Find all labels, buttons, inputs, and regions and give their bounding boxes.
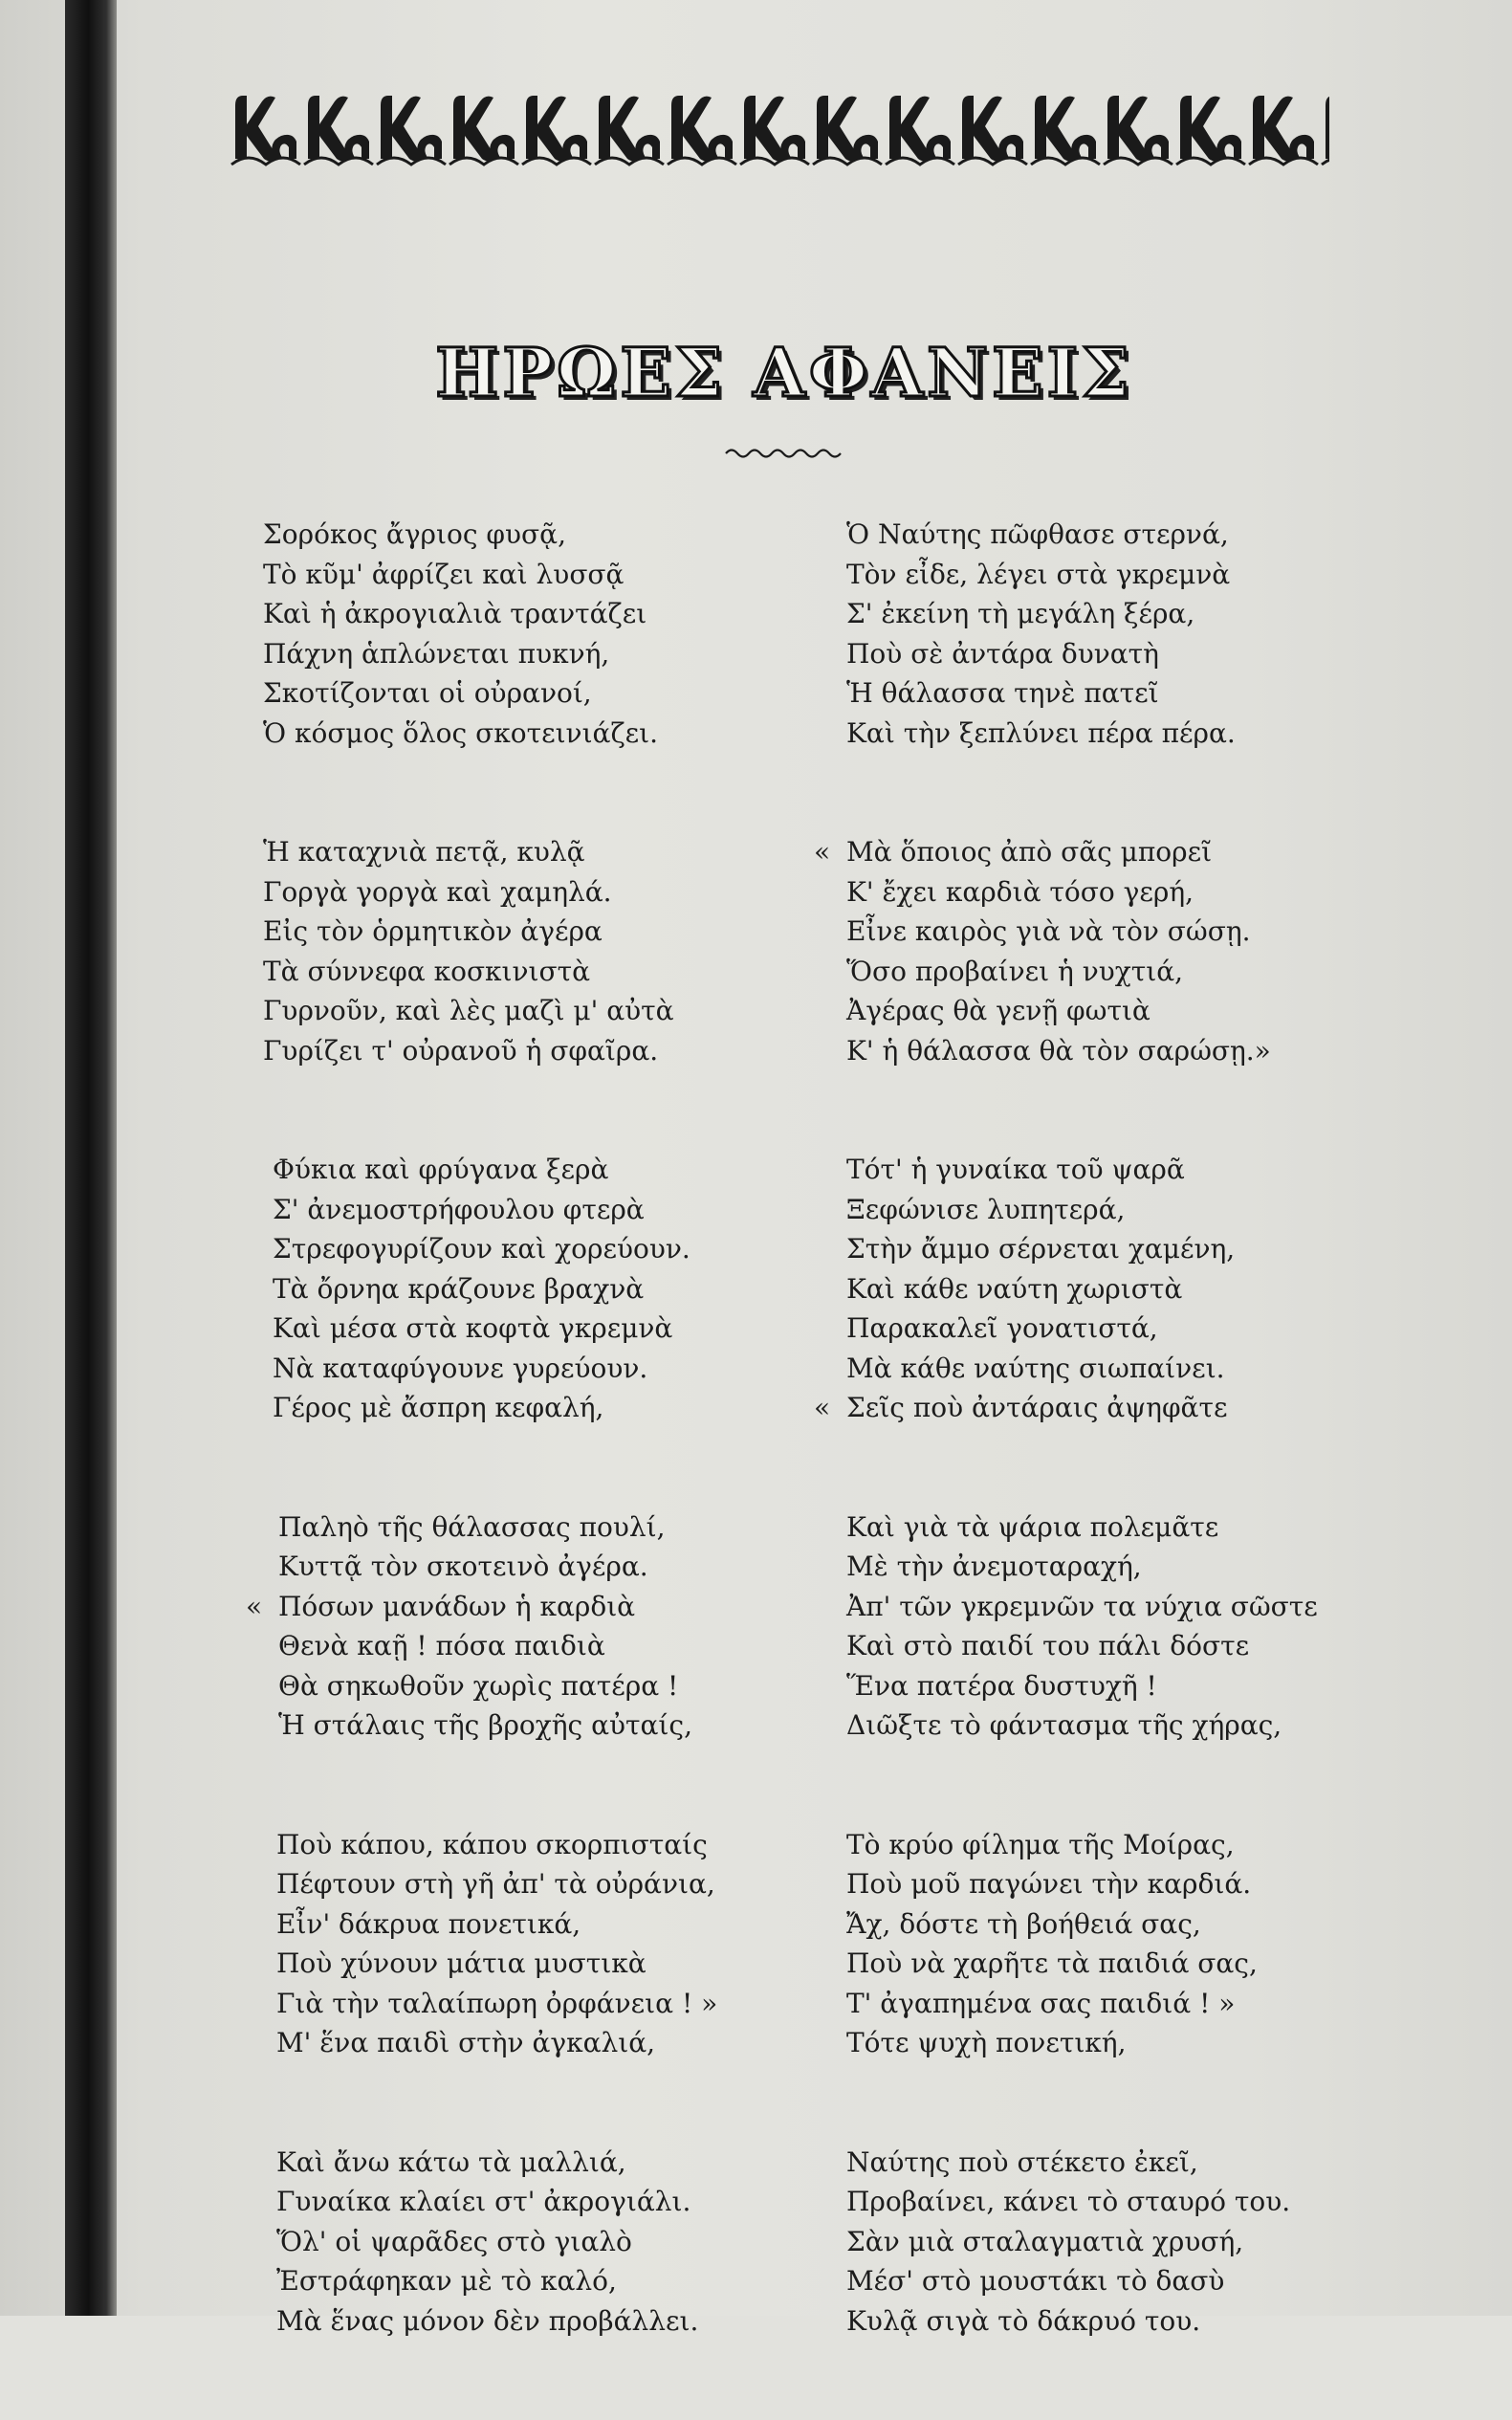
verse-line: Θὰ σηκωθοῦν χωρὶς πατέρα !: [278, 1669, 679, 1702]
verse-line: Τὸ κῦμ' ἀφρίζει καὶ λυσσᾷ: [263, 558, 625, 590]
verse-line: Ἡ στάλαις τῆς βροχῆς αὐταίς,: [278, 1709, 692, 1741]
verse-line: Προβαίνει, κάνει τὸ σταυρό του.: [846, 2186, 1291, 2217]
verse-line: Καὶ στὸ παιδί του πάλι δόστε: [846, 1630, 1250, 1661]
verse-line: Τὸν εἶδε, λέγει στὰ γκρεμνὰ: [846, 558, 1231, 590]
verse-line: Μ' ἕνα παιδὶ στὴν ἀγκαλιά,: [276, 2027, 656, 2058]
poem-title: ΗΡΩΕΣ ΑΦΑΝΕΙΣ: [435, 333, 1133, 412]
verse-line: Τότ' ἡ γυναίκα τοῦ ψαρᾶ: [846, 1154, 1185, 1185]
right-column: [813, 515, 1406, 2420]
verse-line: Εἶν' δάκρυα πονετικά,: [276, 1907, 581, 1940]
stanza: [263, 515, 837, 753]
quote-mark: «: [814, 1392, 831, 1423]
verse-line: Σορόκος ἄγριος φυσᾷ,: [263, 518, 566, 550]
verse-line: [246, 1587, 852, 1627]
quote-mark: «: [246, 1590, 263, 1622]
stanza: [263, 1150, 837, 1428]
verse-line: Στὴν ἄμμο σέρνεται χαμένη,: [846, 1233, 1236, 1265]
verse-line: Μὰ κάθε ναύτης σιωπαίνει.: [846, 1352, 1225, 1384]
verse-line: Παρακαλεῖ γονατιστά,: [846, 1312, 1158, 1344]
verse-text: Σεῖς ποὺ ἀντάραις ἀψηφᾶτε: [846, 1392, 1228, 1423]
stanza: [263, 1825, 837, 2063]
verse-line: Φύκια καὶ φρύγανα ξερὰ: [273, 1154, 609, 1185]
verse-line: Ποὺ κάπου, κάπου σκορπισταίς: [276, 1828, 708, 1860]
verse-line: Στρεφογυρίζουν καὶ χορεύουν.: [273, 1233, 690, 1265]
verse-line: Μὰ ἕνας μόνον δὲν προβάλλει.: [276, 2304, 699, 2337]
verse-line: Ποὺ νὰ χαρῆτε τὰ παιδιά σας,: [846, 1947, 1258, 1979]
verse-line: Καὶ ἡ ἀκρογιαλιὰ τραντάζει: [263, 598, 647, 629]
verse-line: [814, 1388, 1439, 1428]
verse-line: Σ' ἐκείνη τὴ μεγάλη ξέρα,: [846, 598, 1195, 629]
stanza: [813, 2143, 1406, 2342]
stanza: [263, 832, 837, 1070]
verse-line: Κ' ἡ θάλασσα θὰ τὸν σαρώσῃ.»: [846, 1034, 1271, 1067]
stanza: [813, 1825, 1406, 2063]
title-divider: [724, 445, 846, 462]
stanza: [246, 1507, 837, 1746]
verse-line: Τὰ σύννεφα κοσκινιστὰ: [263, 955, 591, 987]
verse-line: Σ' ἀνεμοστρήφουλου φτερὰ: [273, 1193, 645, 1225]
verse-line: Ἡ καταχνιὰ πετᾷ, κυλᾷ: [263, 836, 585, 868]
verse-line: Καὶ ἄνω κάτω τὰ μαλλιά,: [276, 2145, 626, 2178]
stanza: [813, 1507, 1406, 1746]
verse-line: Ὁ κόσμος ὅλος σκοτεινιάζει.: [263, 716, 659, 749]
header-ornament: [230, 84, 1329, 170]
verse-line: Εἰς τὸν ὁρμητικὸν ἀγέρα: [263, 915, 603, 947]
verse-line: Ἡ θάλασσα τηνὲ πατεῖ: [846, 677, 1159, 709]
verse-line: Ποὺ σὲ ἀντάρα δυνατὴ: [846, 637, 1159, 670]
verse-line: Σὰν μιὰ σταλαγματιὰ χρυσή,: [846, 2225, 1244, 2257]
verse-line: Κυλᾷ σιγὰ τὸ δάκρυό του.: [846, 2304, 1201, 2337]
quote-mark: «: [814, 836, 831, 868]
verse-line: Τότε ψυχὴ πονετική,: [846, 2027, 1127, 2058]
verse-line: Μέσ' στὸ μουστάκι τὸ δασὺ: [846, 2265, 1225, 2297]
verse-line: Διῶξτε τὸ φάντασμα τῆς χήρας,: [846, 1709, 1282, 1741]
verse-line: Πάχνη ἁπλώνεται πυκνή,: [263, 637, 610, 670]
stanza: [813, 1150, 1406, 1428]
verse-line: Ὅσο προβαίνει ἡ νυχτιά,: [846, 955, 1184, 987]
verse-line: Εἶνε καιρὸς γιὰ νὰ τὸν σώσῃ.: [846, 915, 1251, 947]
verse-line: Μὲ τὴν ἀνεμοταραχή,: [846, 1551, 1142, 1582]
verse-line: Ὅλ' οἱ ψαρᾶδες στὸ γιαλὸ: [276, 2225, 632, 2257]
verse-line: Τ' ἀγαπημένα σας παιδιά ! »: [846, 1987, 1236, 2019]
verse-line: Πέφτουν στὴ γῆ ἀπ' τὰ οὐράνια,: [276, 1868, 715, 1900]
verse-line: Καὶ κάθε ναύτη χωριστὰ: [846, 1272, 1183, 1305]
verse-line: Ἐστράφηκαν μὲ τὸ καλό,: [276, 2265, 617, 2297]
stanza: [813, 832, 1406, 1070]
verse-line: Τὰ ὄρνηα κράζουνε βραχνὰ: [273, 1272, 645, 1305]
verse-line: [814, 832, 1439, 872]
verse-line: Γέρος μὲ ἄσπρη κεφαλή,: [273, 1392, 604, 1423]
verse-line: Ὁ Ναύτης πῶφθασε στερνά,: [846, 518, 1229, 550]
verse-line: Κυττᾷ τὸν σκοτεινὸ ἀγέρα.: [278, 1551, 648, 1582]
stanza: [813, 515, 1406, 753]
verse-line: Καὶ τὴν ξεπλύνει πέρα πέρα.: [846, 716, 1236, 749]
verse-text: Μὰ ὅποιος ἀπὸ σᾶς μπορεῖ: [846, 836, 1213, 868]
verse-line: Γυναίκα κλαίει στ' ἀκρογιάλι.: [276, 2186, 691, 2217]
verse-text: Πόσων μανάδων ἡ καρδιὰ: [278, 1590, 636, 1622]
stanza: [263, 2143, 837, 2342]
book-spine: [65, 0, 117, 2316]
verse-line: Γιὰ τὴν ταλαίπωρη ὀρφάνεια ! »: [276, 1987, 718, 2019]
verse-line: Τὸ κρύο φίλημα τῆς Μοίρας,: [846, 1828, 1235, 1860]
verse-line: Θενὰ καῇ ! πόσα παιδιὰ: [278, 1630, 605, 1661]
verse-line: Κ' ἔχει καρδιὰ τόσο γερή,: [846, 875, 1194, 908]
verse-line: Ποὺ χύνουν μάτια μυστικὰ: [276, 1947, 646, 1979]
verse-line: Ἀπ' τῶν γκρεμνῶν τα νύχια σῶστε: [846, 1590, 1318, 1622]
verse-line: Γυρνοῦν, καὶ λὲς μαζὶ μ' αὐτὰ: [263, 995, 674, 1026]
verse-line: Καὶ γιὰ τὰ ψάρια πολεμᾶτε: [846, 1510, 1219, 1543]
verse-line: Ἕνα πατέρα δυστυχῆ !: [846, 1669, 1157, 1702]
verse-line: Ποὺ μοῦ παγώνει τὴν καρδιά.: [846, 1868, 1252, 1900]
verse-line: Σκοτίζονται οἱ οὐρανοί,: [263, 677, 592, 709]
verse-line: Παληὸ τῆς θάλασσας πουλί,: [278, 1510, 666, 1543]
verse-line: Νὰ καταφύγουνε γυρεύουν.: [273, 1352, 648, 1384]
left-column: [246, 515, 837, 2420]
verse-line: Γυρίζει τ' οὐρανοῦ ἡ σφαῖρα.: [263, 1034, 659, 1067]
verse-line: Ἀγέρας θὰ γενῇ φωτιὰ: [846, 995, 1150, 1026]
verse-line: Ἄχ, δόστε τὴ βοήθειά σας,: [846, 1907, 1201, 1940]
verse-line: Ναύτης ποὺ στέκετο ἐκεῖ,: [846, 2145, 1198, 2178]
verse-line: Καὶ μέσα στὰ κοφτὰ γκρεμνὰ: [273, 1312, 673, 1344]
verse-line: Γοργὰ γοργὰ καὶ χαμηλά.: [263, 875, 612, 908]
verse-line: Ξεφώνισε λυπητερά,: [846, 1193, 1126, 1225]
